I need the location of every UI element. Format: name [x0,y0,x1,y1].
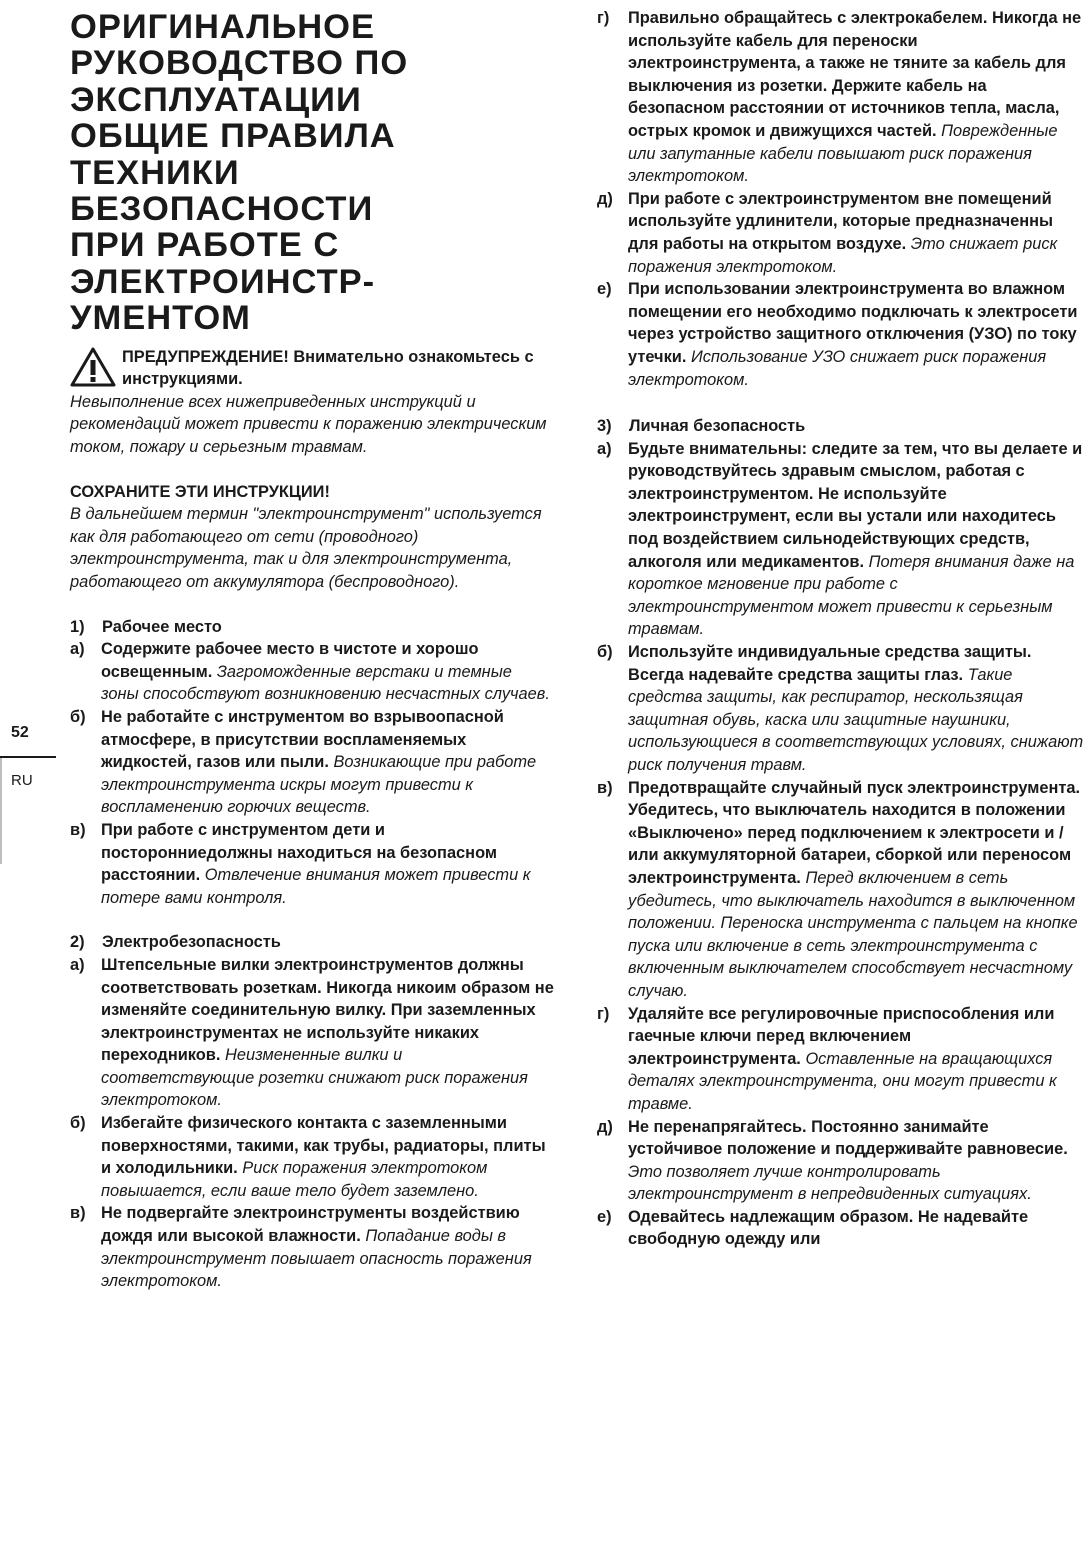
section-title: Рабочее место [102,617,222,636]
list-item [597,641,1085,777]
item-explanation: Перед включением в сеть убедитесь, что выключатель находится в выключенном положении. Переноска инструмента с пальцем на кнопке пуска или включение в сеть электроинструмента с включенным выключателем способствует несчастному случаю. [628,868,1078,1000]
title-line: БЕЗОПАСНОСТИ [70,190,374,229]
page-marker [0,712,56,864]
item-instruction: При работе с электроинструментом вне помещений используйте удлинители, которые предназначенны для работы на открытом воздухе. [628,189,1054,253]
list-item [70,1112,554,1202]
item-explanation: Неизмененные вилки и соответствующие розетки снижают риск поражения электротоком. [101,1046,528,1110]
title-line: РУКОВОДСТВО ПО [70,44,409,83]
title-line: ЭКСПЛУАТАЦИИ [70,80,362,119]
section-title: Личная безопасность [629,417,806,436]
list-item [70,1202,554,1292]
item-label: а) [597,439,612,458]
warning-label: ПРЕДУПРЕЖДЕНИЕ! Внимательно ознакомьтесь с инструкциями. [122,347,534,389]
item-label: а) [70,640,85,659]
item-instruction: Не подвергайте электроинструменты воздействию дождя или высокой влажности. [101,1204,520,1246]
item-instruction: Одевайтесь надлежащим образом. Не надевайте свободную одежду или [628,1207,1029,1249]
save-instructions-block [70,481,554,594]
item-instruction: Будьте внимательны: следите за тем, что вы делаете и руководствуйтесь здравым смыслом, работая с электроинструментом. Не используйте электроинструмент, если вы устали или находитесь под воздействием сильнодействующих средств, алкоголя или медикаментов. [628,439,1083,571]
section-heading [70,931,554,954]
item-label: д) [597,189,613,208]
item-instruction: Используйте индивидуальные средства защиты. Всегда надевайте средства защиты глаз. [628,643,1032,684]
section-heading [597,415,1085,438]
warning-block [70,346,554,459]
item-instruction: Предотвращайте случайный пуск электроинструмента. Убедитесь, что выключатель находится в положении «Выключено» перед подключением к электросети и / или аккумуляторной батареи, сборкой или переносом электроинструмента. [628,778,1081,887]
list-item [70,819,554,909]
item-explanation: Попадание воды в электроинструмент повышает опасность поражения электротоком. [101,1227,532,1291]
list-item [597,438,1085,641]
section-workplace [70,616,554,910]
title-line: УМЕНТОМ [70,299,251,338]
item-label: г) [597,9,610,27]
item-instruction: При использовании электроинструмента во влажном помещении его необходимо подключать к электросети через устройство защитного отключения (УЗО) по току утечки. [628,280,1078,366]
item-explanation: Оставленные на вращающихся деталях электроинструмента, они могут привести к травме. [628,1049,1057,1113]
item-explanation: Это снижает риск поражения электротоком. [628,234,1058,276]
page-number: 52 [11,724,29,741]
item-instruction: Удаляйте все регулировочные приспособления или гаечные ключи перед включением электроинструмента. [628,1004,1055,1068]
item-explanation: Такие средства защиты, как респиратор, нескользящая защитная обувь, каска или защитные наушники, использующиеся в соответствующих условиях, снижают риск получения травм. [628,665,1084,774]
item-label: е) [597,1207,612,1226]
section-number: 3) [597,417,612,436]
section-electrical-safety-continued [597,7,1085,391]
left-column [70,0,554,1293]
section-heading [70,616,554,639]
item-label: в) [70,820,86,839]
item-instruction: Правильно обращайтесь с электрокабелем. Никогда не используйте кабель для переноски электроинструмента, а также не тяните за кабель для выключения из розетки. Держите кабель на безопасном расстоянии от источников тепла, масла, острых кромок и движущихся частей. [628,9,1082,140]
right-column [597,0,1085,1251]
item-explanation: Риск поражения электротоком повышается, если ваше тело будет заземлено. [101,1159,488,1200]
list-item [597,1206,1085,1251]
section-personal-safety [597,415,1085,1251]
section-title: Электробезопасность [102,933,281,952]
item-explanation: Возникающие при работе электроинструмента искры могут привести к воспламенению горючих веществ. [101,753,537,817]
item-label: а) [70,955,85,974]
list-item [597,188,1085,278]
item-explanation: Поврежденные или запутанные кабели повышают риск поражения электротоком. [628,121,1058,186]
section-number: 2) [70,933,85,952]
divider [0,758,2,864]
item-instruction: При работе с инструментом дети и посторонниедолжны находиться на безопасном расстоянии. [101,820,497,885]
item-label: в) [70,1204,86,1223]
section-number: 1) [70,617,85,636]
divider [0,756,56,758]
list-item [70,706,554,819]
list-item [70,954,554,1112]
item-explanation: Отвлечение внимания может привести к потере вами контроля. [101,866,531,907]
item-label: в) [597,778,613,797]
item-label: е) [597,280,612,299]
list-item [70,638,554,706]
section-electrical-safety [70,931,554,1293]
title-line: ПРИ РАБОТЕ С [70,226,340,265]
title-line: ОРИГИНАЛЬНОЕ [70,8,376,46]
page-title [70,9,554,337]
list-item [597,1003,1085,1116]
language-code: RU [11,772,33,789]
warning-triangle-icon [70,347,116,387]
item-label: б) [70,1114,86,1133]
item-instruction: Не работайте с инструментом во взрывоопасной атмосфере, в присутствии воспламеняемых жидкостей, газов или пыли. [101,707,504,772]
item-instruction: Избегайте физического контакта с заземленными поверхностями, такими, как трубы, радиаторы, плиты и холодильники. [101,1114,546,1178]
item-label: д) [597,1117,613,1136]
save-heading: СОХРАНИТЕ ЭТИ ИНСТРУКЦИИ! [70,482,330,501]
item-label: г) [597,1004,610,1023]
item-explanation: Потеря внимания даже на короткое мгновение при работе с электроинструментом может привести к серьезным травмам. [628,552,1075,639]
item-explanation: Это позволяет лучше контролировать электроинструмент в непредвиденных ситуациях. [628,1162,1032,1204]
title-line: ТЕХНИКИ [70,153,240,192]
list-item [597,1116,1085,1206]
item-instruction: Не перенапрягайтесь. Постоянно занимайте устойчивое положение и поддерживайте равновесие. [628,1117,1068,1159]
list-item [597,278,1085,391]
item-explanation: Загроможденные верстаки и темные зоны способствуют возникновению несчастных случаев. [101,662,550,704]
item-explanation: Использование УЗО снижает риск поражения электротоком. [628,347,1047,389]
item-instruction: Содержите рабочее место в чистоте и хорошо освещенным. [101,640,479,681]
list-item [597,777,1085,1003]
save-text: В дальнейшем термин "электроинструмент" используется как для работающего от сети (проводного) электроинструмента, так и для электроинструмента, работающего от аккумулятора (беспроводного). [70,505,542,591]
title-line: ЭЛЕКТРОИНСТР- [70,262,376,301]
title-line: ОБЩИЕ ПРАВИЛА [70,117,396,156]
item-label: б) [70,707,86,726]
list-item [597,7,1085,188]
item-label: б) [597,643,613,662]
warning-text: Невыполнение всех нижеприведенных инструкций и рекомендаций может привести к поражению электрическим током, пожару и серьезным травмам. [70,392,547,457]
item-instruction: Штепсельные вилки электроинструментов должны соответствовать розеткам. Никогда никоим образом не изменяйте соединительную вилку. При заземленных электроинструментах не используйте никаких переходников. [101,955,554,1065]
